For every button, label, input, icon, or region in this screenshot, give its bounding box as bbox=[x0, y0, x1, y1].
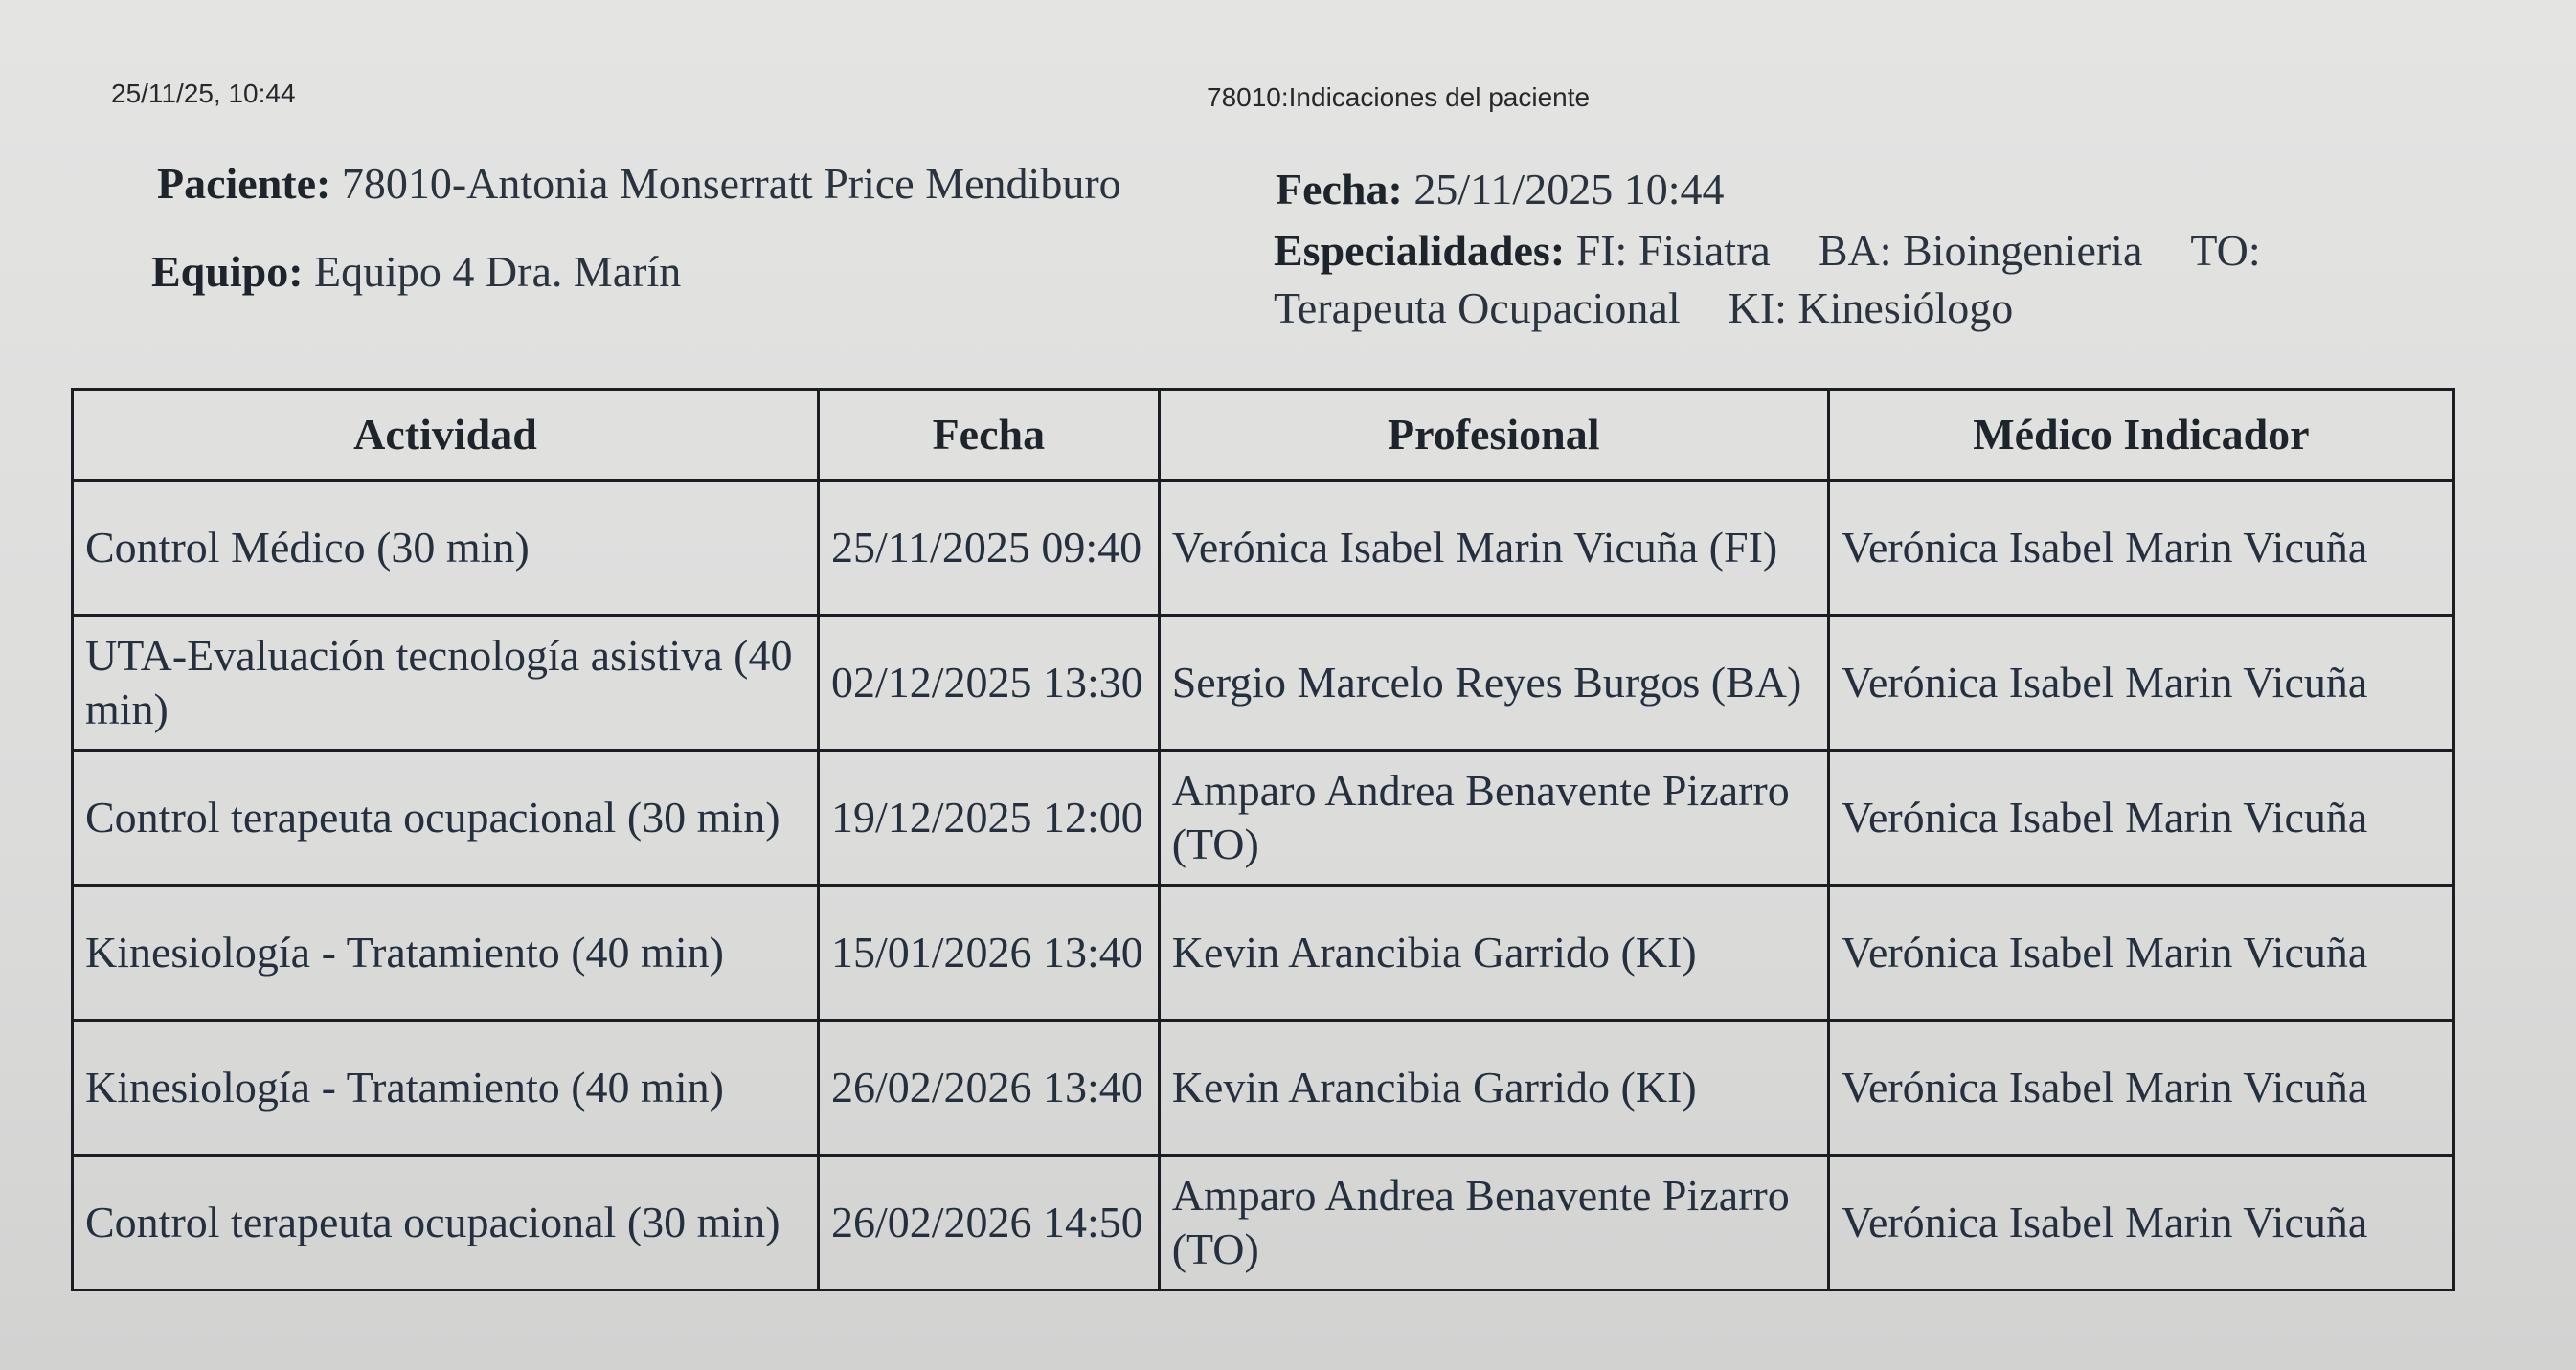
cell-fecha: 25/11/2025 09:40 bbox=[818, 481, 1159, 616]
table-row bbox=[73, 1021, 2454, 1156]
cell-fecha: 19/12/2025 12:00 bbox=[818, 751, 1159, 886]
patient-info bbox=[157, 155, 1121, 213]
column-header-profesional: Profesional bbox=[1159, 390, 1828, 481]
specialties-info bbox=[1274, 222, 2442, 337]
cell-actividad: Control terapeuta ocupacional (30 min) bbox=[73, 751, 819, 886]
cell-profesional: Kevin Arancibia Garrido (KI) bbox=[1159, 1021, 1828, 1156]
cell-actividad: Control Médico (30 min) bbox=[73, 481, 819, 616]
column-header-fecha: Fecha bbox=[818, 390, 1159, 481]
cell-profesional: Amparo Andrea Benavente Pizarro (TO) bbox=[1159, 751, 1828, 886]
specialties-label: Especialidades: bbox=[1274, 226, 1566, 275]
cell-medico-indicador: Verónica Isabel Marin Vicuña bbox=[1828, 886, 2453, 1021]
specialty-item: BA: Bioingenieria bbox=[1818, 226, 2143, 275]
cell-actividad: Control terapeuta ocupacional (30 min) bbox=[73, 1156, 819, 1291]
cell-fecha: 15/01/2026 13:40 bbox=[818, 886, 1159, 1021]
table-row bbox=[73, 1156, 2454, 1291]
date-value: 25/11/2025 10:44 bbox=[1413, 165, 1725, 213]
cell-medico-indicador: Verónica Isabel Marin Vicuña bbox=[1828, 1021, 2453, 1156]
indications-table-container bbox=[71, 388, 2455, 1291]
cell-fecha: 26/02/2026 13:40 bbox=[818, 1021, 1159, 1156]
document-title: 78010:Indicaciones del paciente bbox=[1207, 82, 1591, 112]
cell-medico-indicador: Verónica Isabel Marin Vicuña bbox=[1828, 481, 2453, 616]
cell-profesional: Kevin Arancibia Garrido (KI) bbox=[1159, 886, 1828, 1021]
cell-actividad: Kinesiología - Tratamiento (40 min) bbox=[73, 886, 819, 1021]
cell-medico-indicador: Verónica Isabel Marin Vicuña bbox=[1828, 616, 2453, 751]
print-header bbox=[111, 79, 2465, 117]
specialty-item: KI: Kinesiólogo bbox=[1728, 283, 2014, 332]
patient-label: Paciente: bbox=[157, 159, 331, 208]
cell-profesional: Sergio Marcelo Reyes Burgos (BA) bbox=[1159, 616, 1828, 751]
cell-profesional: Amparo Andrea Benavente Pizarro (TO) bbox=[1159, 1156, 1828, 1291]
team-label: Equipo: bbox=[151, 247, 304, 296]
column-header-medico-indicador: Médico Indicador bbox=[1828, 390, 2453, 481]
indications-table bbox=[71, 388, 2455, 1291]
table-row bbox=[73, 751, 2454, 886]
date-info bbox=[1276, 161, 1724, 218]
cell-fecha: 26/02/2026 14:50 bbox=[818, 1156, 1159, 1291]
table-header-row bbox=[73, 390, 2454, 481]
table-row bbox=[73, 616, 2454, 751]
cell-medico-indicador: Verónica Isabel Marin Vicuña bbox=[1828, 751, 2453, 886]
cell-fecha: 02/12/2025 13:30 bbox=[818, 616, 1159, 751]
date-label: Fecha: bbox=[1276, 165, 1403, 213]
specialty-item: FI: Fisiatra bbox=[1575, 226, 1771, 275]
cell-actividad: UTA-Evaluación tecnología asistiva (40 min) bbox=[73, 616, 819, 751]
cell-medico-indicador: Verónica Isabel Marin Vicuña bbox=[1828, 1156, 2453, 1291]
cell-profesional: Verónica Isabel Marin Vicuña (FI) bbox=[1159, 481, 1828, 616]
specialty-item: TO: Terapeuta Ocupacional bbox=[1274, 226, 2261, 332]
cell-actividad: Kinesiología - Tratamiento (40 min) bbox=[73, 1021, 819, 1156]
patient-value: 78010-Antonia Monserratt Price Mendiburo bbox=[341, 159, 1121, 208]
table-row bbox=[73, 886, 2454, 1021]
team-info bbox=[151, 243, 681, 301]
table-row bbox=[73, 481, 2454, 616]
column-header-actividad: Actividad bbox=[73, 390, 819, 481]
print-timestamp: 25/11/25, 10:44 bbox=[111, 79, 296, 108]
team-value: Equipo 4 Dra. Marín bbox=[314, 247, 682, 296]
